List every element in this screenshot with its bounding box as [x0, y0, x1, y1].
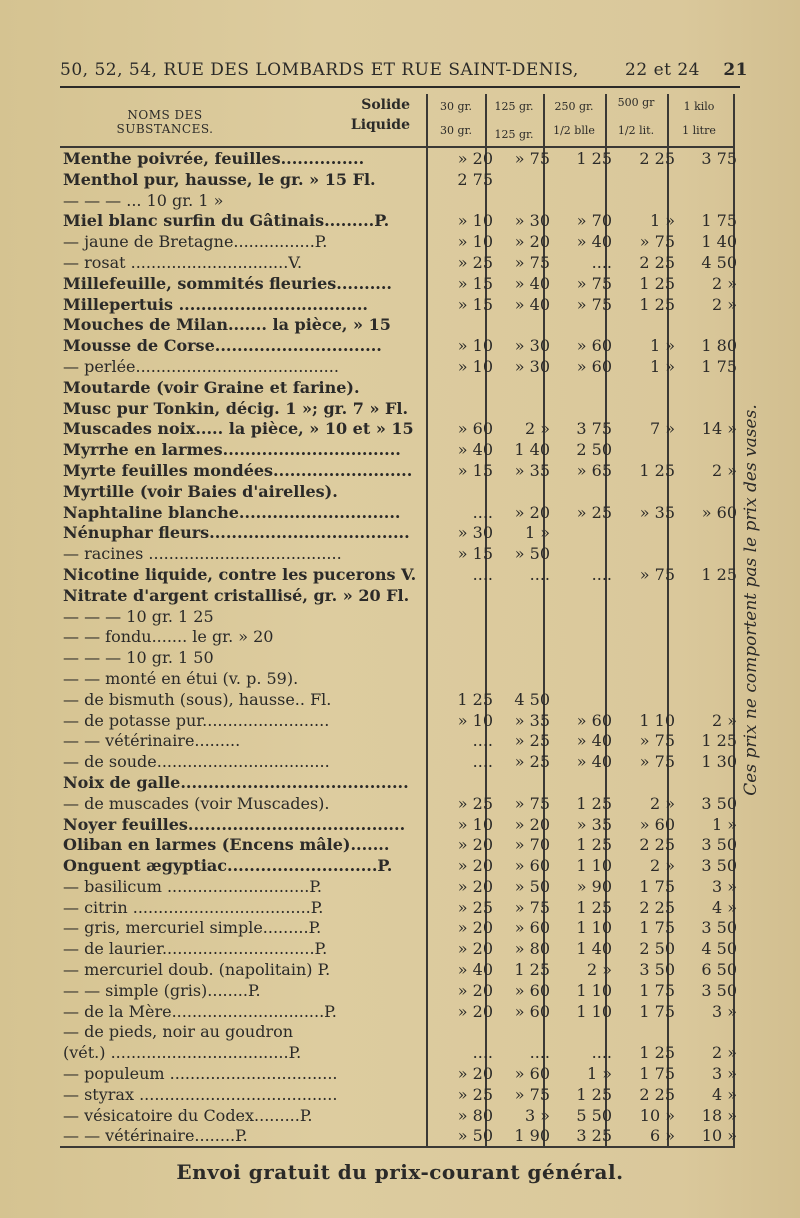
table-row [63, 960, 737, 981]
table-row [63, 294, 737, 316]
price-cell: » 20 [457, 856, 493, 876]
page-header [60, 60, 748, 88]
price-cell: 1 75 [701, 211, 737, 231]
price-cell: 2 » [524, 419, 550, 439]
table-row [63, 752, 737, 773]
table-row [63, 419, 737, 440]
table-row [63, 336, 737, 357]
col-solide-label: Solide [361, 97, 410, 113]
price-cell: » 15 [457, 460, 493, 480]
price-cell: 1 10 [576, 1001, 612, 1021]
price-cell: » 35 [514, 710, 550, 730]
col5-top: 1 kilo [683, 100, 715, 113]
substance-name: — populeum ................................. [63, 1064, 338, 1084]
price-cell: » 25 [457, 793, 493, 813]
price-cell: » 75 [639, 731, 675, 751]
price-cell: » 20 [514, 232, 550, 252]
table-row [63, 315, 723, 336]
substance-name: Myrte feuilles mondées......................... [63, 460, 413, 480]
price-cell: .... [472, 502, 493, 522]
price-cell: .... [472, 752, 493, 772]
table-row [63, 523, 723, 544]
col2-top: 125 gr. [494, 100, 534, 113]
price-cell: 1 » [586, 1064, 612, 1084]
substance-name: Nicotine liquide, contre les pucerons V. [63, 564, 417, 584]
price-cell: 1 75 [639, 876, 675, 896]
table-row [63, 627, 723, 648]
price-cell: » 40 [576, 731, 612, 751]
price-cell: 3 50 [701, 856, 737, 876]
price-cell: » 60 [701, 502, 737, 522]
price-cell: » 75 [514, 1084, 550, 1104]
substance-name: — gris, mercuriel simple.........P. [63, 918, 322, 938]
table-row [63, 814, 737, 836]
price-cell: » 25 [514, 752, 550, 772]
price-cell: 1 » [649, 211, 675, 231]
substance-name: — jaune de Bretagne................P. [63, 232, 328, 252]
substance-name: — — — ... 10 gr. 1 » [63, 190, 224, 210]
price-cell: 2 » [711, 710, 737, 730]
price-cell: » 40 [514, 294, 550, 314]
table-row [63, 607, 723, 628]
col2-bottom: 125 gr. [494, 128, 534, 141]
price-cell: 3 » [711, 876, 737, 896]
price-cell: .... [472, 564, 493, 584]
price-cell: » 35 [576, 814, 612, 834]
price-cell: » 25 [576, 502, 612, 522]
table-row [63, 586, 723, 607]
price-cell: 1 40 [514, 440, 550, 460]
substance-name: (vét.) ...................................P. [63, 1043, 302, 1063]
price-cell: » 25 [514, 731, 550, 751]
price-cell: 1 75 [701, 356, 737, 376]
price-cell: 1 40 [576, 939, 612, 959]
header-address-numbers: 22 et 24 [625, 60, 700, 80]
price-cell: 2 50 [576, 440, 612, 460]
price-cell: » 75 [576, 273, 612, 293]
substance-name: Musc pur Tonkin, décig. 1 »; gr. 7 » Fl. [63, 398, 409, 418]
price-cell: 2 50 [639, 939, 675, 959]
price-cell: » 20 [457, 1064, 493, 1084]
price-cell: .... [472, 1043, 493, 1063]
price-cell: » 60 [576, 356, 612, 376]
table-row [63, 939, 737, 960]
substance-name: Moutarde (voir Graine et farine). [63, 377, 360, 397]
col4-top: 500 gr [617, 96, 655, 109]
price-cell: » 60 [576, 336, 612, 356]
substance-name: — — vétérinaire......... [63, 731, 241, 751]
table-row [63, 564, 737, 586]
table-row [63, 273, 737, 295]
price-cell: 2 » [586, 960, 612, 980]
price-cell: 2 » [711, 1043, 737, 1063]
table-row [63, 460, 737, 482]
price-cell: 3 50 [701, 980, 737, 1000]
table-row [63, 1043, 737, 1064]
price-cell: » 20 [514, 814, 550, 834]
price-cell: .... [472, 731, 493, 751]
header-address: 50, 52, 54, RUE DES LOMBARDS ET RUE SAINT-DENIS, [60, 60, 579, 80]
substance-name: — vésicatoire du Codex.........P. [63, 1105, 313, 1125]
price-cell: 3 » [524, 1105, 550, 1125]
price-cell: 1 25 [576, 149, 612, 168]
price-cell: » 75 [639, 232, 675, 252]
substance-name: — — fondu....... le gr. » 20 [63, 627, 274, 647]
price-cell: » 15 [457, 294, 493, 314]
price-cell: 1 25 [576, 793, 612, 813]
substance-name: Noyer feuilles....................................... [63, 814, 406, 834]
price-cell: 1 25 [576, 835, 612, 855]
price-cell: » 65 [576, 460, 612, 480]
price-cell: .... [591, 564, 612, 584]
price-cell: 1 25 [701, 564, 737, 584]
substance-name: — de laurier..............................P. [63, 939, 328, 959]
price-cell: 2 » [711, 294, 737, 314]
substance-name: Miel blanc surfin du Gâtinais.........P. [63, 211, 390, 231]
table-row [63, 232, 737, 253]
price-cell: » 90 [576, 876, 612, 896]
price-cell: 3 50 [701, 918, 737, 938]
price-cell: 5 50 [576, 1105, 612, 1125]
price-cell: 2 » [649, 793, 675, 813]
table-row [63, 440, 723, 461]
price-cell: » 25 [457, 252, 493, 272]
price-cell: » 25 [457, 1084, 493, 1104]
table-top-rule [60, 146, 735, 148]
price-cell: » 60 [514, 918, 550, 938]
price-cell: » 60 [576, 710, 612, 730]
table-row [63, 876, 737, 898]
col-names-header: NOMS DES SUBSTANCES. [116, 108, 214, 136]
price-cell: 10 » [701, 1126, 737, 1146]
price-cell: 1 25 [701, 731, 737, 751]
side-note [740, 150, 762, 1050]
price-cell: » 40 [576, 752, 612, 772]
price-cell: » 60 [639, 814, 675, 834]
col5-bottom: 1 litre [682, 124, 716, 137]
price-cell: » 40 [576, 232, 612, 252]
price-cell: 6 » [649, 1126, 675, 1146]
price-cell: » 10 [457, 232, 493, 252]
price-cell: » 25 [457, 897, 493, 917]
price-cell: 10 » [639, 1105, 675, 1125]
price-cell: 1 40 [701, 232, 737, 252]
col3-bottom: 1/2 blle [553, 124, 595, 137]
price-cell: 1 10 [576, 856, 612, 876]
table-row [63, 1084, 737, 1106]
price-cell: » 40 [457, 440, 493, 460]
substance-name: — racines ...................................... [63, 544, 342, 564]
price-cell: 2 » [711, 460, 737, 480]
price-cell: » 35 [514, 460, 550, 480]
table-row [63, 356, 737, 378]
price-cell: 3 50 [701, 835, 737, 855]
price-cell: 1 90 [514, 1126, 550, 1146]
price-cell: 18 » [701, 1105, 737, 1125]
substance-name: — rosat ...............................V. [63, 252, 303, 272]
price-cell: » 35 [639, 502, 675, 522]
substance-name: Millepertuis .................................. [63, 294, 368, 314]
substance-name: — de soude.................................. [63, 752, 330, 772]
price-cell: » 15 [457, 544, 493, 564]
substance-name: — citrin ...................................P. [63, 897, 324, 917]
substance-name: Myrtille (voir Baies d'airelles). [63, 481, 338, 501]
table-row [63, 378, 723, 399]
price-cell: 3 » [711, 1064, 737, 1084]
price-cell: 2 25 [639, 1084, 675, 1104]
substance-name: — — — 10 gr. 1 25 [63, 606, 214, 626]
price-cell: 1 30 [701, 752, 737, 772]
price-cell: » 75 [514, 149, 550, 168]
substance-name: — — monté en étui (v. p. 59). [63, 668, 299, 688]
substance-name: — styrax ....................................... [63, 1084, 338, 1104]
table-row [63, 191, 723, 212]
table-row [63, 648, 723, 669]
table-row [63, 918, 737, 939]
substance-name: — de la Mère..............................P. [63, 1001, 337, 1021]
price-cell: » 20 [457, 1001, 493, 1021]
price-cell: 6 50 [701, 960, 737, 980]
substance-name: Mousse de Corse.............................. [63, 336, 382, 356]
substance-name: Menthe poivrée, feuilles............... [63, 149, 365, 168]
price-cell: » 10 [457, 356, 493, 376]
substance-name: — de potasse pur......................... [63, 710, 330, 730]
substance-name: Millefeuille, sommités fleuries.......... [63, 273, 392, 293]
table-row [63, 502, 737, 524]
price-cell: 2 25 [639, 835, 675, 855]
price-cell: 1 80 [701, 336, 737, 356]
substance-name: — de pieds, noir au goudron [63, 1022, 294, 1042]
table-row [63, 1126, 737, 1147]
price-cell: » 80 [457, 1105, 493, 1125]
page-number: 21 [723, 60, 748, 80]
price-cell: » 20 [457, 876, 493, 896]
price-cell: 1 75 [639, 918, 675, 938]
substance-name: Onguent ægyptiac...........................P. [63, 856, 393, 876]
price-cell: » 20 [457, 939, 493, 959]
col4-bottom: 1/2 lit. [617, 124, 655, 137]
table-row [63, 793, 737, 815]
price-cell: 2 25 [639, 149, 675, 168]
table-row [63, 980, 737, 1002]
col1-bottom: 30 gr. [439, 124, 473, 137]
table-row [63, 149, 737, 170]
price-cell: » 30 [457, 523, 493, 543]
price-cell: » 75 [514, 793, 550, 813]
substance-name: Oliban en larmes (Encens mâle)....... [63, 835, 390, 855]
price-cell: 2 25 [639, 897, 675, 917]
substance-name: Nitrate d'argent cristallisé, gr. » 20 Fl. [63, 585, 410, 605]
price-cell: 4 50 [514, 689, 550, 709]
price-cell: 2 75 [457, 169, 493, 189]
price-cell: » 75 [639, 564, 675, 584]
price-cell: 1 » [649, 356, 675, 376]
price-cell: 4 » [711, 897, 737, 917]
col3-top: 250 gr. [554, 100, 594, 113]
price-cell: 1 25 [576, 1084, 612, 1104]
price-cell: 1 25 [514, 960, 550, 980]
price-cell: 1 » [649, 336, 675, 356]
price-cell: » 10 [457, 814, 493, 834]
price-cell: 1 75 [639, 1001, 675, 1021]
price-cell: » 75 [639, 752, 675, 772]
substance-name: — mercuriel doub. (napolitain) P. [63, 960, 331, 980]
price-cell: » 40 [457, 960, 493, 980]
price-cell: » 60 [514, 856, 550, 876]
price-cell: 1 10 [576, 918, 612, 938]
price-cell: » 10 [457, 336, 493, 356]
price-cell: 1 25 [576, 897, 612, 917]
footer-note: Envoi gratuit du prix-courant général. [176, 1160, 624, 1184]
price-cell: 3 » [711, 1001, 737, 1021]
table-row [63, 1001, 737, 1023]
price-cell: .... [591, 1043, 612, 1063]
substance-name: — — vétérinaire........P. [63, 1126, 248, 1146]
substance-name: — de bismuth (sous), hausse.. Fl. [63, 689, 332, 709]
substance-name: Myrrhe en larmes................................ [63, 440, 401, 460]
substance-name: Nénuphar fleurs.................................... [63, 523, 410, 543]
col1-top: 30 gr. [439, 100, 473, 113]
table-row [63, 544, 723, 565]
price-cell: 2 » [649, 856, 675, 876]
price-cell: » 20 [457, 980, 493, 1000]
price-cell: » 70 [514, 835, 550, 855]
price-cell: » 20 [457, 835, 493, 855]
price-cell: » 40 [514, 273, 550, 293]
substance-name: — perlée........................................ [63, 356, 339, 376]
price-cell: » 60 [514, 1001, 550, 1021]
price-cell: 1 25 [639, 294, 675, 314]
price-cell: » 75 [576, 294, 612, 314]
substance-name: Muscades noix..... la pièce, » 10 et » 15 [63, 419, 414, 439]
price-cell: 2 25 [639, 252, 675, 272]
price-cell: 3 75 [576, 419, 612, 439]
price-cell: 1 » [524, 523, 550, 543]
price-cell: » 20 [514, 502, 550, 522]
price-table [63, 149, 737, 1147]
table-row [63, 731, 737, 752]
price-cell: » 10 [457, 710, 493, 730]
price-cell: 1 25 [639, 273, 675, 293]
substance-name: Menthol pur, hausse, le gr. » 15 Fl. [63, 169, 376, 189]
price-cell: 1 75 [639, 980, 675, 1000]
price-cell: 1 10 [639, 710, 675, 730]
price-cell: 1 » [711, 814, 737, 834]
substance-name: Naphtaline blanche............................. [63, 502, 401, 522]
price-cell: » 50 [514, 876, 550, 896]
col-liquide-label: Liquide [350, 117, 410, 133]
substance-name: Noix de galle......................................... [63, 772, 409, 792]
table-row [63, 897, 737, 919]
price-cell: 1 25 [639, 460, 675, 480]
substance-name: Mouches de Milan....... la pièce, » 15 [63, 315, 391, 335]
table-row [63, 252, 737, 274]
table-row [63, 211, 737, 232]
price-cell: .... [591, 252, 612, 272]
table-row [63, 669, 723, 690]
price-cell: » 60 [514, 980, 550, 1000]
price-cell: » 80 [514, 939, 550, 959]
substance-name: — basilicum ............................P. [63, 876, 322, 896]
price-cell: 3 50 [639, 960, 675, 980]
price-cell: » 50 [514, 544, 550, 564]
price-cell: 3 25 [576, 1126, 612, 1146]
table-row [63, 856, 737, 877]
price-cell: .... [529, 564, 550, 584]
table-row [63, 835, 737, 856]
substance-name: — de muscades (voir Muscades). [63, 793, 330, 813]
price-cell: » 60 [514, 1064, 550, 1084]
header-rule [60, 86, 740, 88]
price-cell: 3 75 [701, 149, 737, 168]
table-row [63, 482, 723, 503]
price-cell: » 60 [457, 419, 493, 439]
price-cell: 1 25 [457, 689, 493, 709]
price-cell: 2 » [711, 273, 737, 293]
price-cell: » 75 [514, 897, 550, 917]
price-cell: » 70 [576, 211, 612, 231]
price-cell: » 20 [457, 149, 493, 168]
price-cell: .... [529, 1043, 550, 1063]
price-cell: 4 50 [701, 939, 737, 959]
price-cell: » 30 [514, 336, 550, 356]
price-cell: 14 » [701, 419, 737, 439]
price-cell: 1 25 [639, 1043, 675, 1063]
substance-name: — — — 10 gr. 1 50 [63, 648, 214, 668]
table-row [63, 1022, 723, 1043]
price-cell: » 75 [514, 252, 550, 272]
price-cell: 7 » [649, 419, 675, 439]
price-cell: » 30 [514, 356, 550, 376]
table-row [63, 710, 737, 732]
price-cell: 3 50 [701, 793, 737, 813]
side-note-text: Ces prix ne comportent pas le prix des vases. [741, 404, 761, 796]
price-cell: » 20 [457, 918, 493, 938]
table-row [63, 773, 723, 794]
price-cell: » 10 [457, 211, 493, 231]
table-row [63, 1064, 737, 1085]
substance-name: — — simple (gris)........P. [63, 980, 261, 1000]
price-cell: 4 » [711, 1084, 737, 1104]
table-row [63, 690, 723, 711]
price-cell: 1 75 [639, 1064, 675, 1084]
price-cell: » 30 [514, 211, 550, 231]
table-row [63, 399, 723, 420]
price-cell: » 15 [457, 273, 493, 293]
table-row [63, 170, 723, 191]
price-cell: » 50 [457, 1126, 493, 1146]
price-cell: 4 50 [701, 252, 737, 272]
table-row [63, 1105, 737, 1127]
price-cell: 1 10 [576, 980, 612, 1000]
